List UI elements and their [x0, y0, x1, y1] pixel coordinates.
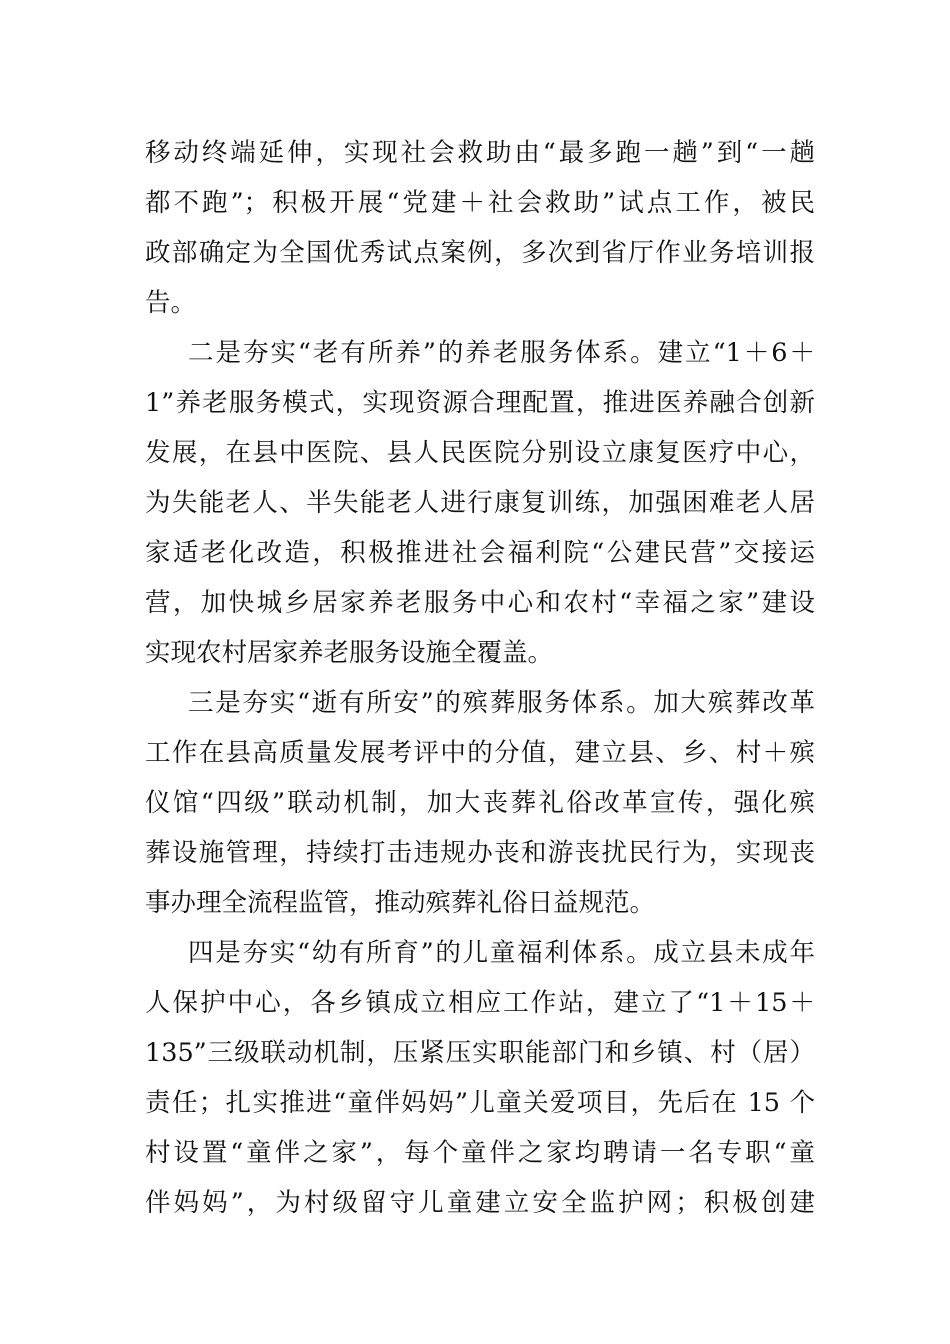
- paragraph-first-line: 四是夯实“幼有所育”的儿童福利体系。成立县未成年: [188, 938, 815, 968]
- text-line: 葬设施管理，持续打击违规办丧和游丧扰民行为，实现丧: [145, 838, 815, 868]
- text-line: 仪馆“四级”联动机制，加大丧葬礼俗改革宣传，强化殡: [145, 788, 815, 818]
- paragraph-first-line: 二是夯实“老有所养”的养老服务体系。建立“1＋6＋: [188, 338, 815, 368]
- text-line: 都不跑”；积极开展“党建＋社会救助”试点工作，被民: [145, 188, 815, 218]
- text-line: 伴妈妈”，为村级留守儿童建立安全监护网；积极创建: [145, 1188, 815, 1218]
- text-line: 实现农村居家养老服务设施全覆盖。: [145, 638, 554, 668]
- paragraph-first-line: 三是夯实“逝有所安”的殡葬服务体系。加大殡葬改革: [188, 688, 815, 718]
- text-line: 人保护中心，各乡镇成立相应工作站，建立了“1＋15＋: [145, 988, 815, 1018]
- text-line: 营，加快城乡居家养老服务中心和农村“幸福之家”建设: [145, 588, 815, 618]
- text-line: 为失能老人、半失能老人进行康复训练，加强困难老人居: [145, 488, 815, 518]
- text-line: 责任；扎实推进“童伴妈妈”儿童关爱项目，先后在 15 个: [145, 1088, 815, 1118]
- text-line: 工作在县高质量发展考评中的分值，建立县、乡、村＋殡: [145, 738, 815, 768]
- text-line: 1”养老服务模式，实现资源合理配置，推进医养融合创新: [145, 388, 815, 418]
- text-line: 告。: [145, 288, 197, 318]
- text-line: 村设置“童伴之家”，每个童伴之家均聘请一名专职“童: [145, 1138, 815, 1168]
- text-line: 发展，在县中医院、县人民医院分别设立康复医疗中心，: [145, 438, 815, 468]
- document-body: [145, 128, 815, 1228]
- text-line: 家适老化改造，积极推进社会福利院“公建民营”交接运: [145, 538, 815, 568]
- text-line: 事办理全流程监管，推动殡葬礼俗日益规范。: [145, 888, 656, 918]
- text-line: 135”三级联动机制，压紧压实职能部门和乡镇、村（居）: [145, 1038, 815, 1068]
- text-line: 政部确定为全国优秀试点案例，多次到省厅作业务培训报: [145, 238, 815, 268]
- text-line: 移动终端延伸，实现社会救助由“最多跑一趟”到“一趟: [145, 138, 815, 168]
